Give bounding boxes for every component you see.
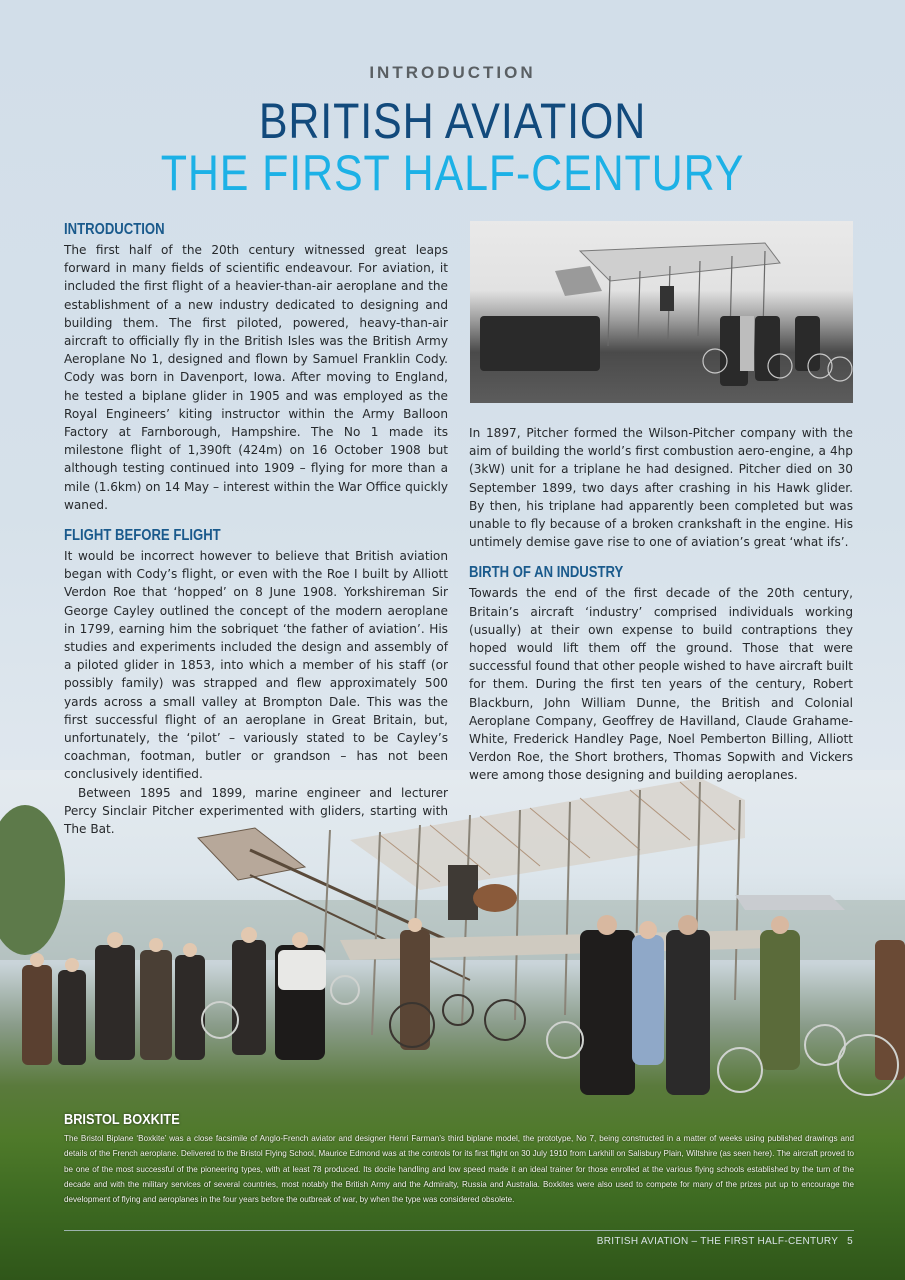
section-kicker: INTRODUCTION [369, 63, 536, 82]
page-number: 5 [847, 1236, 853, 1247]
boxkite-bw-photo [470, 221, 853, 403]
caption-body: The Bristol Biplane ‘Boxkite’ was a close facsimile of Anglo-French aviator and designer Henri Farman’s third biplane model, the prototype, No 7, being constructed in a matter of weeks using published drawings and details of the French aeroplane. Delivered to the Bristol Flying School, Maurice Edmond was at the controls for its first flight on 30 July 1910 from Larkhill on Salisbury Plain, Wiltshire (as seen here). The aircraft proved to be one of the most successful of the pioneering types, with at least 78 produced. Its docile handling and low speed made it an ideal trainer for those enrolled at the various flying schools established by the turn of the decade and with the military services of several countries, most notably the British Army and the Admiralty, Russia and Australia. Boxkites were also used to compete for many of the prizes put up to encourage the development of flying and aeroplanes in the four years before the outbreak of war, by when the type was considered obsolete. [64, 1134, 854, 1205]
heading-birth-of-an-industry: BIRTH OF AN INDUSTRY [469, 564, 624, 582]
footer-divider [64, 1230, 854, 1231]
page-title-line2: THE FIRST HALF-CENTURY [160, 145, 745, 201]
running-title: BRITISH AVIATION – THE FIRST HALF-CENTURY [596, 1236, 839, 1247]
paragraph-industry: Towards the end of the first decade of the 20th century, Britain’s aircraft ‘industry’ comprised individuals working (usually) at their own expense to build contraptions they hoped would lift them off the ground. Those that were successful found that other people wished to have aircraft built for them. During the first ten years of the century, Robert Blackburn, John William Dunne, the British and Colonial Aeroplane Company, Geoffrey de Havilland, Claude Grahame-White, Frederick Handley Page, Noel Pemberton Billing, Alliott Verdon Roe, the Short brothers, Thomas Sopwith and Vickers were among those designing and building aeroplanes. [469, 586, 853, 783]
paragraph-pitcher-company: In 1897, Pitcher formed the Wilson-Pitcher company with the aim of building the world’s first combustion aero-engine, a 4hp (3kW) unit for a triplane he had designed. Pitcher died on 30 September 1899, two days after crashing in his Hawk glider. By then, his triplane had apparently been completed but was unable to fly because of a broken crankshaft in the engine. His untimely demise gave rise to one of aviation’s great ‘what ifs’. [469, 426, 853, 550]
page-title-line1: BRITISH AVIATION [258, 93, 647, 149]
text-column-right [469, 424, 853, 785]
paragraph-introduction: The first half of the 20th century witnessed great leaps forward in many fields of scientific endeavour. For aviation, it included the first flight of a heavier-than-air aeroplane and the establishment of a new industry dedicated to designing and building them. The first piloted, powered, heavy-than-air aircraft to officially fly in the British Isles was the British Army Aeroplane No 1, designed and flown by Samuel Franklin Cody. Cody was born in Davenport, Iowa. After moving to England, he tested a biplane glider in 1905 and was employed as the Royal Engineers’ kiting instructor within the Army Balloon Factory at Farnborough, Hampshire. The No 1 made its milestone flight of 1,390ft (424m) on 16 October 1908 but although testing continued into 1909 – flying for more than a mile (1.6km) on 14 May – interest within the War Office quickly waned. [64, 243, 448, 512]
biplane-bw-illustration [470, 221, 853, 403]
heading-introduction: INTRODUCTION [64, 221, 165, 238]
heading-flight-before-flight: FLIGHT BEFORE FLIGHT [64, 527, 221, 545]
caption-heading: BRISTOL BOXKITE [64, 1111, 180, 1128]
paragraph-pitcher-intro: Between 1895 and 1899, marine engineer and lecturer Percy Sinclair Pitcher experimented with gliders, starting with The Bat. [64, 785, 448, 837]
page-footer [597, 1236, 853, 1247]
paragraph-cayley: It would be incorrect however to believe that British aviation began with Cody’s flight, or even with the Roe I built by Alliott Verdon Roe that ‘hopped’ on 8 June 1908. Yorkshireman Sir George Cayley outlined the concept of the modern aeroplane in 1799, earning him the sobriquet ‘the father of aviation’. His studies and experiments included the design and assembly of a piloted glider in 1853, into which a member of his staff (or possibly family) was strapped and flew approximately 500 yards across a small valley at Brompton Dale. This was the first successful flight of an aeroplane in Great Britain, but, unfortunately, the ‘pilot’ – variously stated to be Cayley’s coachman, footman, butler or grandson – has not been conclusively identified. [64, 549, 448, 782]
text-column-left [64, 220, 448, 838]
